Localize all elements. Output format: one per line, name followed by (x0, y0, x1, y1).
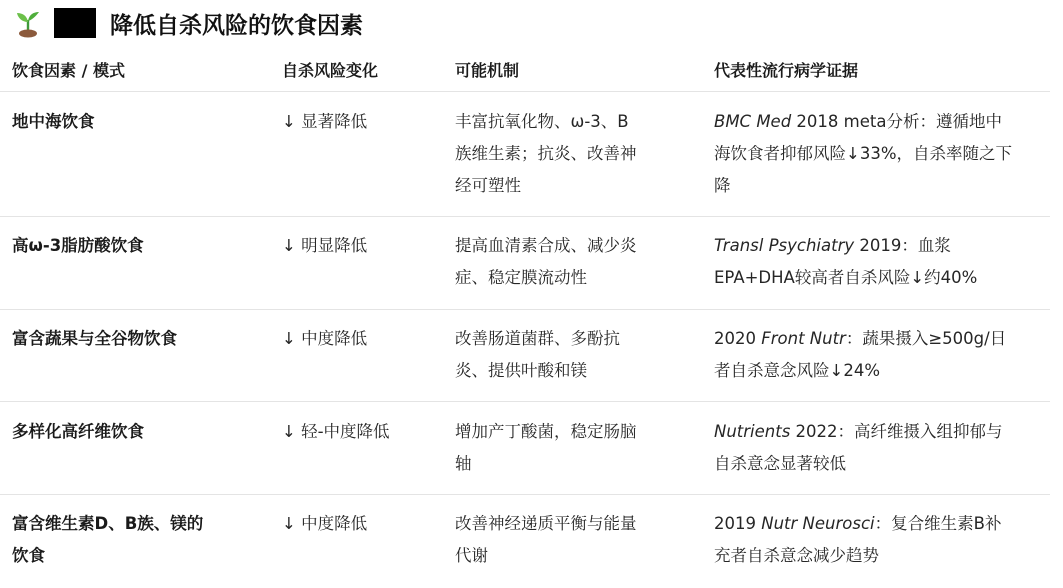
table-row-factor: 富含蔬果与全谷物饮食 (12, 329, 177, 348)
table-row-evidence: BMC Med 2018 meta分析：遵循地中 海饮食者抑郁风险↓33%，自杀率随之下 降 (714, 112, 1012, 195)
column-header-factor: 饮食因素 / 模式 (12, 61, 125, 80)
column-header-mechanism: 可能机制 (455, 61, 520, 80)
table-row-mechanism: 改善肠道菌群、多酚抗 炎、提供叶酸和镁 (455, 329, 620, 380)
redacted-block (54, 8, 96, 38)
table-row-factor: 富含维生素D、B族、镁的 饮食 (12, 514, 204, 565)
journal-name: BMC Med (714, 112, 792, 131)
table-row-evidence: Transl Psychiatry 2019：血浆 EPA+DHA较高者自杀风险↓约40% (714, 236, 978, 287)
table-row-evidence: Nutrients 2022：高纤维摄入组抑郁与 自杀意念显著较低 (714, 422, 1003, 473)
table-row-factor: 多样化高纤维饮食 (12, 422, 144, 441)
table-row-change: ↓ 明显降低 (282, 236, 368, 255)
journal-name: Front Nutr (761, 329, 846, 348)
row-divider (0, 216, 1050, 217)
journal-name: Nutrients (714, 422, 791, 441)
table-row-factor: 高ω-3脂肪酸饮食 (12, 236, 144, 255)
row-divider (0, 401, 1050, 402)
table-row-change: ↓ 显著降低 (282, 112, 368, 131)
table-row-change: ↓ 轻-中度降低 (282, 422, 390, 441)
table-row-mechanism: 增加产丁酸菌，稳定肠脑 轴 (455, 422, 637, 473)
table-row-change: ↓ 中度降低 (282, 329, 368, 348)
page-title: 降低自杀风险的饮食因素 (110, 12, 363, 39)
table-row-mechanism: 提高血清素合成、减少炎 症、稳定膜流动性 (455, 236, 637, 287)
table-row-mechanism: 丰富抗氧化物、ω-3、B 族维生素；抗炎、改善神 经可塑性 (455, 112, 637, 195)
column-header-evidence: 代表性流行病学证据 (714, 61, 859, 80)
row-divider (0, 309, 1050, 310)
table-row-mechanism: 改善神经递质平衡与能量 代谢 (455, 514, 637, 565)
row-divider (0, 494, 1050, 495)
table-row-change: ↓ 中度降低 (282, 514, 368, 533)
column-header-change: 自杀风险变化 (282, 61, 379, 80)
seedling-icon (14, 8, 42, 38)
table-row-factor: 地中海饮食 (12, 112, 95, 131)
journal-name: Transl Psychiatry (714, 236, 855, 255)
table-row-evidence: 2019 Nutr Neurosci：复合维生素B补 充者自杀意念减少趋势 (714, 514, 1002, 565)
header-divider (0, 91, 1050, 92)
title-row (14, 6, 363, 40)
journal-name: Nutr Neurosci (761, 514, 875, 533)
table-row-evidence: 2020 Front Nutr：蔬果摄入≥500g/日 者自杀意念风险↓24% (714, 329, 1007, 380)
